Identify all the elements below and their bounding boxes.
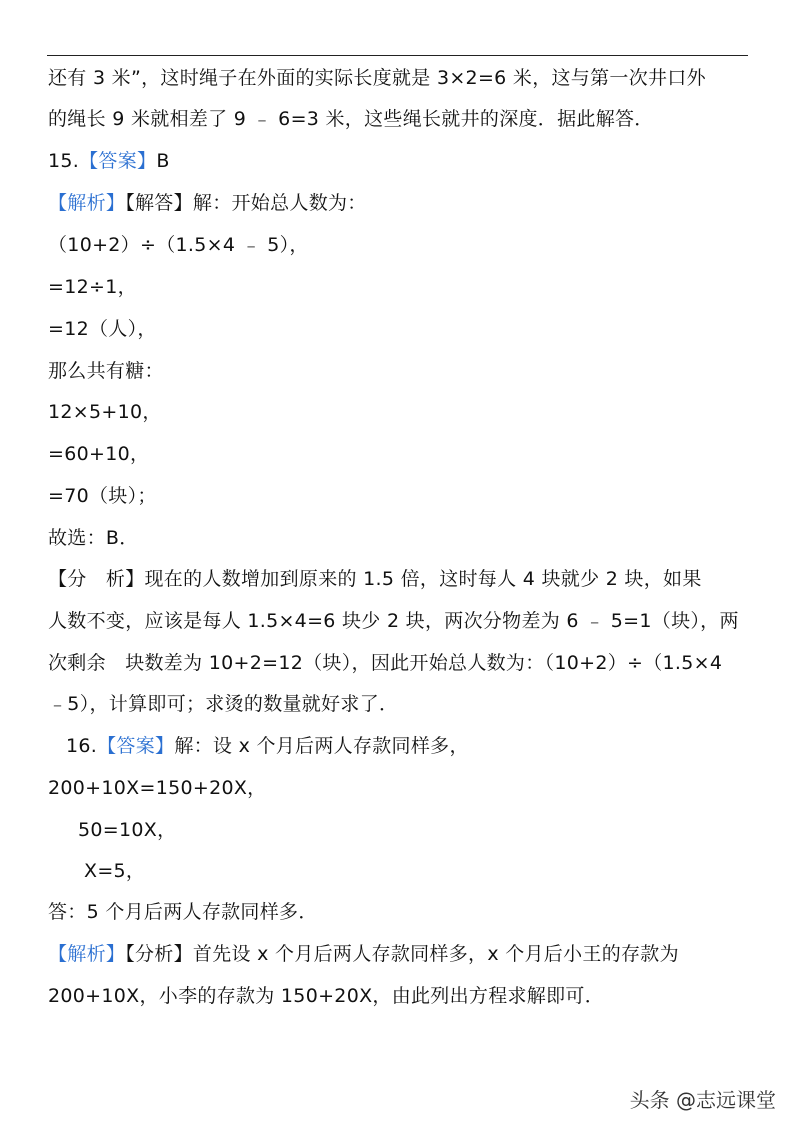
formula-line: （10+2）÷（1.5×4 ﹣ 5）， [48, 234, 309, 256]
question-number: 16. [66, 735, 98, 757]
answer-15-line: 15.【答案】B [48, 150, 170, 172]
formula-line: =12（人）， [48, 318, 157, 340]
answer-16-line: 16.【答案】解：设 x 个月后两人存款同样多， [66, 735, 469, 757]
question-number: 15. [48, 150, 80, 172]
formula-line: 12×5+10， [48, 401, 162, 423]
answer-tag: 【答案】 [97, 735, 175, 757]
text-line: 那么共有糖： [48, 360, 164, 382]
analysis-text-line: 【分 析】现在的人数增加到原来的 1.5 倍，这时每人 4 块就少 2 块，如果 [48, 568, 702, 590]
analysis-text-line: 次剩余 块数差为 10+2=12（块），因此开始总人数为：（10+2）÷（1.5×4 [48, 652, 723, 674]
analysis-text-line: 200+10X，小李的存款为 150+20X，由此列出方程求解即可． [48, 985, 604, 1007]
analysis-tag: 【解析】 [48, 192, 126, 214]
formula-line: =70（块）； [48, 485, 157, 507]
choice-line: 故选：B． [48, 527, 139, 549]
formula-line: =12÷1， [48, 276, 137, 298]
header-rule [47, 55, 748, 56]
analysis-text-line: ﹣5），计算即可；求烫的数量就好求了． [48, 693, 399, 715]
text-line-2: 的绳长 9 米就相差了 9 ﹣ 6=3 米，这些绳长就井的深度．据此解答． [48, 108, 654, 130]
answer-text-line: 答：5 个月后两人存款同样多． [48, 901, 318, 923]
analysis-text-line: 人数不变，应该是每人 1.5×4=6 块少 2 块，两次分物差为 6 ﹣ 5=1（块），两 [48, 610, 739, 632]
equation-line: 50=10X， [78, 819, 177, 841]
analysis-16-line: 【解析】【分析】首先设 x 个月后两人存款同样多，x 个月后小王的存款为 [48, 943, 679, 965]
analysis-tag: 【解析】 [48, 943, 126, 965]
text-line-1: 还有 3 米”，这时绳子在外面的实际长度就是 3×2=6 米，这与第一次井口外 [48, 67, 706, 89]
watermark-text: 头条 @志远课堂 [629, 1088, 776, 1112]
analysis-15-line: 【解析】【解答】解：开始总人数为： [48, 192, 367, 214]
formula-line: =60+10， [48, 443, 150, 465]
answer-tag: 【答案】 [79, 150, 157, 172]
equation-line: 200+10X=150+20X， [48, 777, 267, 799]
equation-line: X=5， [84, 860, 146, 882]
